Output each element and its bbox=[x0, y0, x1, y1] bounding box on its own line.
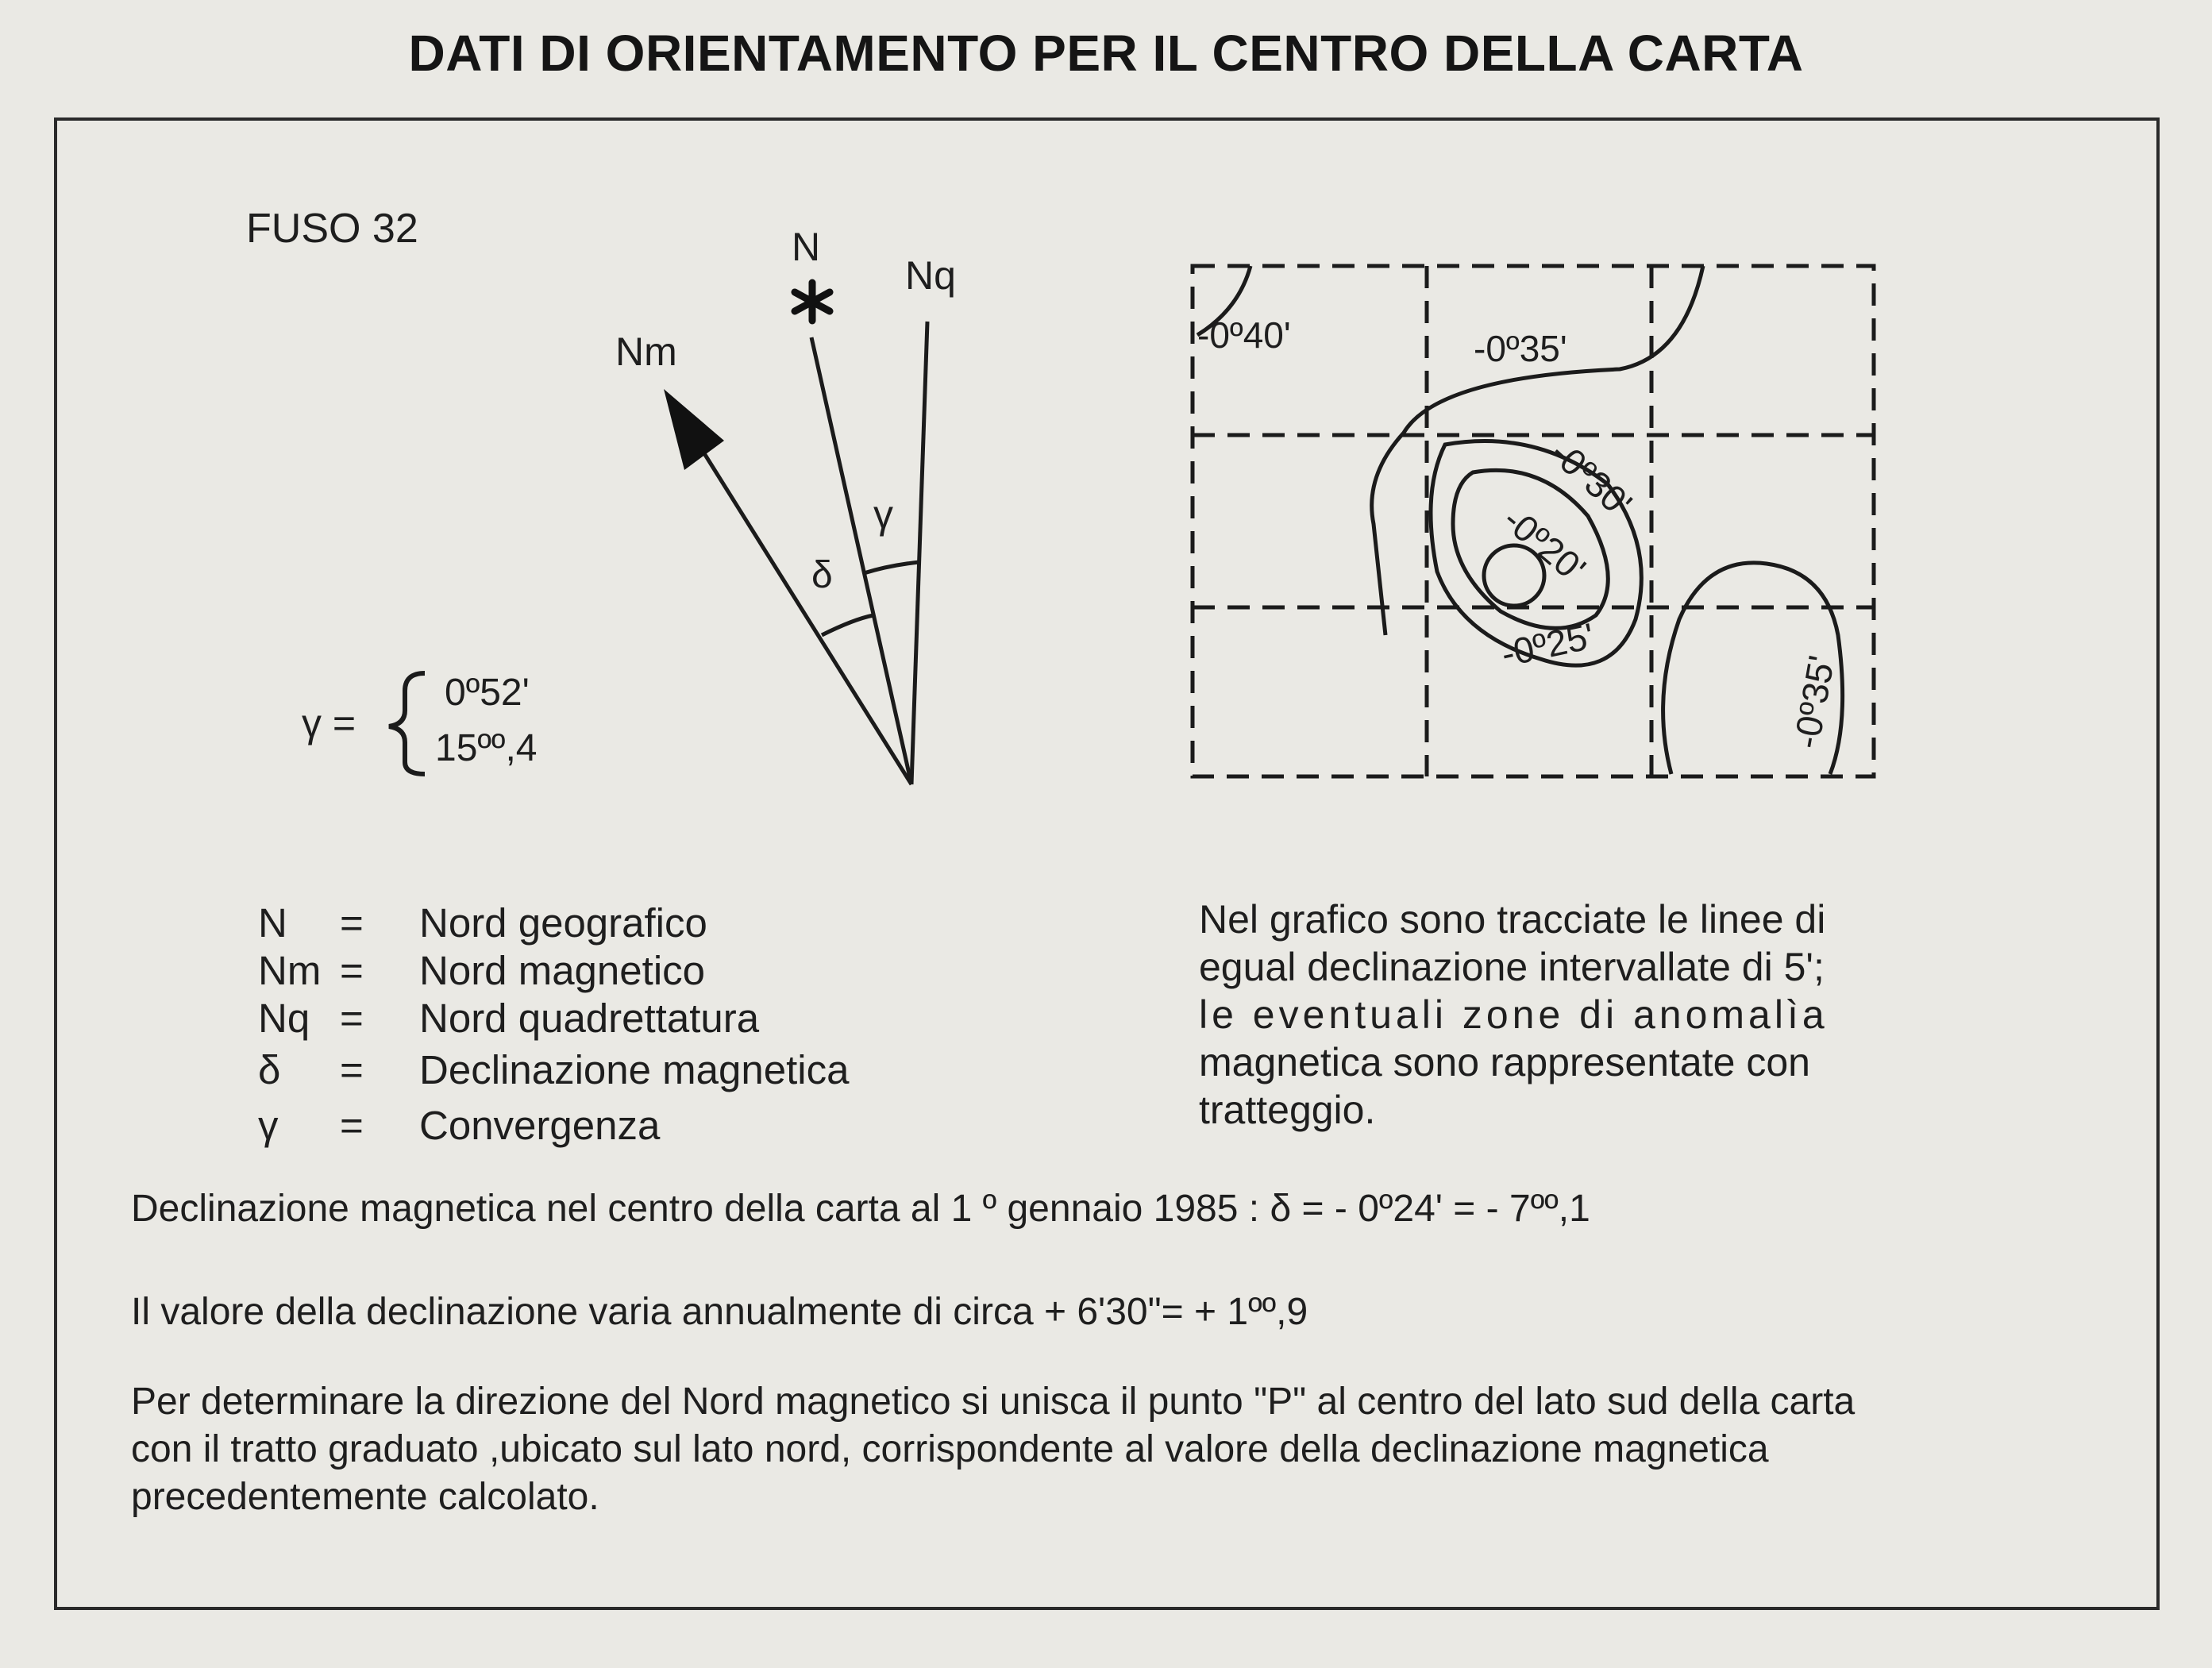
note-line: tratteggio. bbox=[1199, 1088, 1376, 1132]
n-label: N bbox=[792, 225, 821, 269]
note-line: Nel grafico sono tracciate le linee di bbox=[1199, 897, 1826, 942]
contour-label-20: -0º20' bbox=[1495, 498, 1594, 591]
nq-line bbox=[911, 322, 927, 784]
declination-line: Declinazione magnetica nel centro della carta al 1 º gennaio 1985 : δ = - 0º24' = - 7ºº,1 bbox=[131, 1188, 1590, 1230]
gamma-degrees: 0º52' bbox=[445, 672, 530, 714]
nm-arrowhead bbox=[664, 389, 724, 470]
legend-equals: = bbox=[340, 948, 364, 993]
legend-description: Declinazione magnetica bbox=[419, 1047, 850, 1092]
delta-arc bbox=[822, 615, 873, 635]
instruction-line: con il tratto graduato ,ubicato sul lato nord, corrispondente al valore della declinazione magnetica bbox=[131, 1428, 1769, 1470]
legend-symbol: N bbox=[258, 900, 287, 946]
gamma-mils: 15ºº,4 bbox=[435, 727, 538, 769]
variation-line: Il valore della declinazione varia annualmente di circa + 6'30"= + 1ºº,9 bbox=[131, 1291, 1308, 1333]
contour-label-30: -0º30' bbox=[1543, 431, 1640, 526]
chart-note bbox=[1199, 896, 1829, 1134]
instruction-line: Per determinare la direzione del Nord magnetico si unisca il punto "P" al centro del lato sud della carta bbox=[131, 1381, 1856, 1423]
legend-symbol: δ bbox=[258, 1047, 281, 1092]
legend-equals: = bbox=[340, 1103, 364, 1148]
contour-label-40: -0º40' bbox=[1197, 314, 1291, 356]
legend-description: Nord magnetico bbox=[419, 948, 706, 993]
legend-symbol: Nm bbox=[258, 948, 322, 993]
delta-label: δ bbox=[811, 554, 833, 596]
legend-equals: = bbox=[340, 996, 364, 1041]
contour-label-25: -0º25' bbox=[1497, 614, 1598, 675]
legend-equals: = bbox=[340, 900, 364, 946]
fuso-label: FUSO 32 bbox=[246, 206, 418, 252]
legend-symbol: γ bbox=[258, 1103, 279, 1148]
legend-symbol: Nq bbox=[258, 996, 310, 1041]
note-line: egual declinazione intervallate di 5'; bbox=[1199, 945, 1825, 989]
legend-description: Nord quadrettatura bbox=[419, 996, 760, 1041]
legend-equals: = bbox=[340, 1047, 364, 1092]
contour-label-35b: -0º35' bbox=[1785, 652, 1843, 752]
instruction-line: precedentemente calcolato. bbox=[131, 1476, 599, 1518]
nq-label: Nq bbox=[905, 253, 956, 298]
note-line: magnetica sono rappresentate con bbox=[1199, 1040, 1810, 1084]
contour-label-35a: -0º35' bbox=[1474, 328, 1567, 369]
page-title: DATI DI ORIENTAMENTO PER IL CENTRO DELLA CARTA bbox=[408, 25, 1804, 82]
gamma-label: γ bbox=[873, 492, 893, 537]
note-line: le eventuali zone di anomalìa bbox=[1199, 992, 1829, 1037]
gamma-arc bbox=[864, 562, 919, 573]
gamma-symbol: γ = bbox=[302, 701, 356, 745]
legend-description: Nord geografico bbox=[419, 900, 707, 946]
nm-label: Nm bbox=[615, 329, 677, 374]
legend-description: Convergenza bbox=[419, 1103, 661, 1148]
star-icon bbox=[795, 283, 830, 321]
